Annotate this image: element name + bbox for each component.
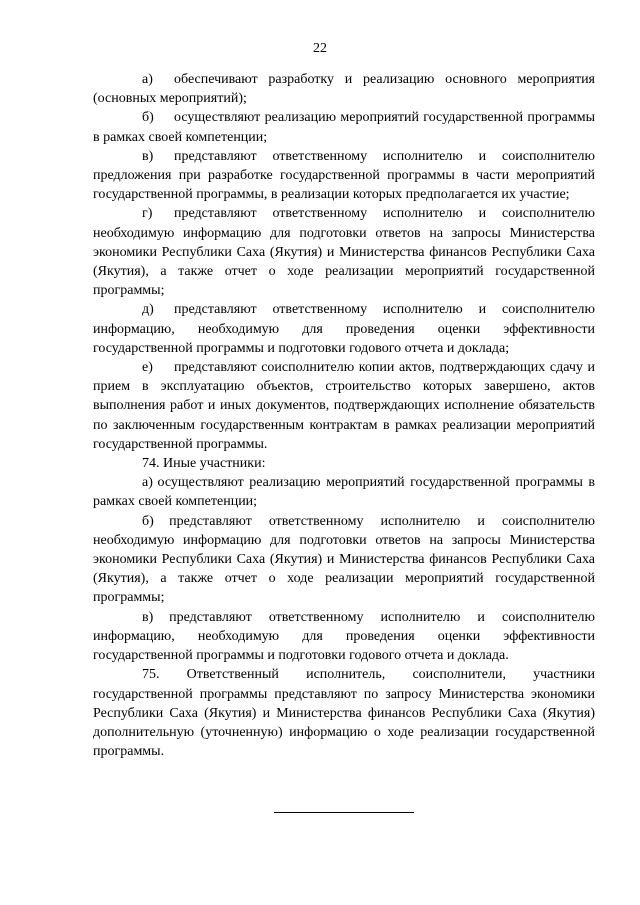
section-75-paragraph [93,665,595,761]
item-text: 74. Иные участники: [142,456,266,472]
paragraph-item-b [93,108,595,146]
item-marker: в) [142,609,154,625]
paragraph-item-v [93,147,595,205]
item-text: осуществляют реализацию мероприятий государственной программы в рамках своей компетенции; [93,110,595,145]
item-marker: е) [142,360,153,376]
item-text: обеспечивают разработку и реализацию основного мероприятия (основных мероприятий); [93,72,595,107]
paragraph-74-item-a [93,473,595,511]
paragraph-item-d [93,300,595,358]
item-marker: а) [142,72,153,87]
paragraph-74-item-v [93,608,595,666]
paragraph-item-g [93,204,595,300]
item-text: представляют ответственному исполнителю и соисполнителю информацию, необходимую для проведения оценки эффективности государственной программы и подготовки годового отчета и доклада; [93,302,595,356]
item-marker: д) [142,302,154,318]
item-text: представляют ответственному исполнителю и соисполнителю предложения при разработке государственной программы в части мероприятий государственной программы, в реализации которых предполагается их участие; [93,148,595,203]
end-divider [274,812,414,813]
item-marker: г) [142,206,153,222]
section-74-heading [93,454,595,473]
item-marker: а) [142,475,153,491]
document-body [93,70,595,761]
paragraph-74-item-b [93,512,595,608]
item-text: 75. Ответственный исполнитель, соисполнители, участники государственной программы представляют по запросу Министерства экономики Республики Саха (Якутия) и Министерства финансов Республики Саха (Якутия) дополнительную (уточненную) информацию о ходе реализации государственной программы. [93,667,595,760]
item-text: осуществляют реализацию мероприятий государственной программы в рамках своей компетенции; [93,475,596,510]
item-marker: б) [142,513,154,529]
item-text: представляют ответственному исполнителю и соисполнителю необходимую информацию для подготовки ответов на запросы Министерства экономики Республики Саха (Якутия) и Министерства финансов Республики Саха (Якутия), а также отчет о ходе реализации мероприятий государственной программы; [93,206,595,299]
paragraph-item-a [93,70,595,108]
paragraph-item-e [93,358,595,454]
item-text: представляют ответственному исполнителю и соисполнителю необходимую информацию для подготовки ответов на запросы Министерства экономики Республики Саха (Якутия) и Министерства финансов Республики Саха (Якутия), а также отчет о ходе реализации мероприятий государственной программы; [93,513,595,606]
item-text: представляют соисполнителю копии актов, подтверждающих сдачу и прием в эксплуатацию объектов, строительство которых завершено, актов выполнения работ и иных документов, подтверждающих исполнение обязательств по заключенным государственным контрактам в рамках реализации мероприятий государственной программы. [93,360,595,452]
item-marker: б) [142,110,154,126]
page-number: 22 [313,41,327,56]
item-marker: в) [142,148,154,164]
item-text: представляют ответственному исполнителю и соисполнителю информацию, необходимую для проведения оценки эффективности государственной программы и подготовки годового отчета и доклада. [93,609,595,664]
